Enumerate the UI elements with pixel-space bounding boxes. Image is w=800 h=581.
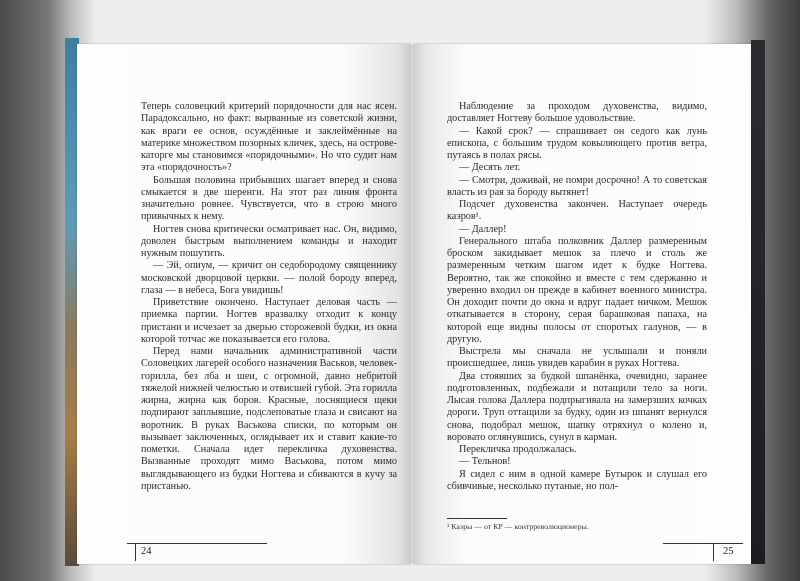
paragraph: Перед нами начальник административной части Соловецких лагерей особого назначения Васьков, человек-горилла, без лба и шеи, с огромной, давно небритой тяжелой нижней челюстью и отвисшей губой. Эта горилла жирна, жирна как боров. Красные, лоснящиеся щеки подпирают заплывшие, подслеповатые глаза и свисают на воротник. В руках Васькова списки, по которым он вызывает заключенных, оглядывает их и ставит какие-то пометки. Сначала идет перекличка духовенства. Вызванные проходят мимо Васькова, потом мимо выглядывающего из будки Ногтева и сбиваются в кучу за пристанью. [141, 346, 397, 492]
open-book [65, 38, 765, 566]
paragraph: Перекличка продолжалась. [459, 444, 577, 455]
paragraph: Подсчет духовенства закончен. Наступает очередь каэров¹. [447, 199, 707, 223]
paragraph: Приветствие окончено. Наступает деловая часть — приемка партии. Ногтев вразвалку отходит к концу пристани и исчезает за дверью сторожевой будки, из окна которой тотчас же показывается его голова. [141, 297, 397, 345]
paragraph: Генерального штаба полковник Даллер размеренным броском закидывает мешок за плечо и столь же размеренным четким шагом идет к будке Ногтева. Вероятно, так же спокойно и вместе с тем сдержанно и уверенно входил он прежде в кабинет военного министра. Он доходит почти до окна и вдруг падает ничком. Мешок откатывается в сторону, серая барашковая папаха, на которой еще видны полосы от споротых галунов, — в другую. [447, 235, 707, 345]
crop-mark [713, 543, 714, 561]
page-number-left: 24 [141, 546, 152, 557]
paragraph: — Даллер! [459, 223, 507, 235]
footnote: ¹ Каэры — от КР — контрреволюционеры. [447, 522, 589, 531]
crop-mark [135, 543, 136, 561]
right-page-text [447, 101, 707, 493]
paragraph: — Какой срок? — спрашивает он седого как лунь епископа, с большим трудом ковыляющего против ветра, путаясь в полах рясы. [447, 125, 707, 161]
left-page-text [141, 101, 397, 493]
left-page [77, 44, 411, 564]
book-cover-edge-right [751, 40, 765, 564]
paragraph: — Десять лет. [459, 162, 521, 174]
paragraph: Ногтев снова критически осматривает нас. Он, видимо, доволен быстрым выполнением команды и находит нужным пошутить. [141, 223, 397, 259]
paragraph: — Эй, опиум, — кричит он седобородому священнику московской дворцовой церкви. — полой бороду вперед, глаза — в небеса, Бога увидишь! [141, 260, 397, 296]
crop-mark [663, 543, 743, 544]
crop-mark [127, 543, 267, 544]
paragraph: Теперь соловецкий критерий порядочности для нас ясен. Парадоксально, но факт: вырванные из советской жизни, как враги ее основ, осуждённые и заклеймённые на материке множеством позорных кличек, здесь, на острове-каторге мы становимся «порядочными». Но что судит нам эта «порядочность»? [141, 101, 397, 174]
paragraph: Наблюдение за проходом духовенства, видимо, доставляет Ногтеву большое удовольствие. [447, 101, 707, 125]
paragraph: Большая половина прибывших шагает вперед и снова смыкается в две шеренги. На этот раз линия фронта значительно ровнее. Чувствуется, что в строю много привычных к нему. [141, 174, 397, 223]
paragraph: — Тельнов! [459, 456, 511, 468]
paragraph: Я сидел с ним в одной камере Бутырок и слушал его сбивчивые, несколько путаные, но пол- [447, 468, 707, 492]
paragraph: Выстрела мы сначала не услышали и поняли происшедшее, лишь увидев карабин в руках Ногтева. [447, 346, 707, 370]
page-number-right: 25 [723, 546, 734, 557]
paragraph: — Смотри, доживай, не помри досрочно! А то советская власть из рая за бороду вытянет! [447, 174, 707, 198]
right-page [413, 44, 751, 564]
paragraph: Два стоявших за будкой шпанёнка, очевидно, заранее подготовленных, подбежали и потащили тело за ноги. Лысая голова Даллера подпрыгивала на замерзших кочках дороги. Труп оттащили за будку, один из шпанят вернулся снова, подобрал мешок, шапку отряхнул о колено и, воровато оглянувшись, сунул в карман. [447, 370, 707, 443]
footnote-rule [447, 518, 507, 519]
